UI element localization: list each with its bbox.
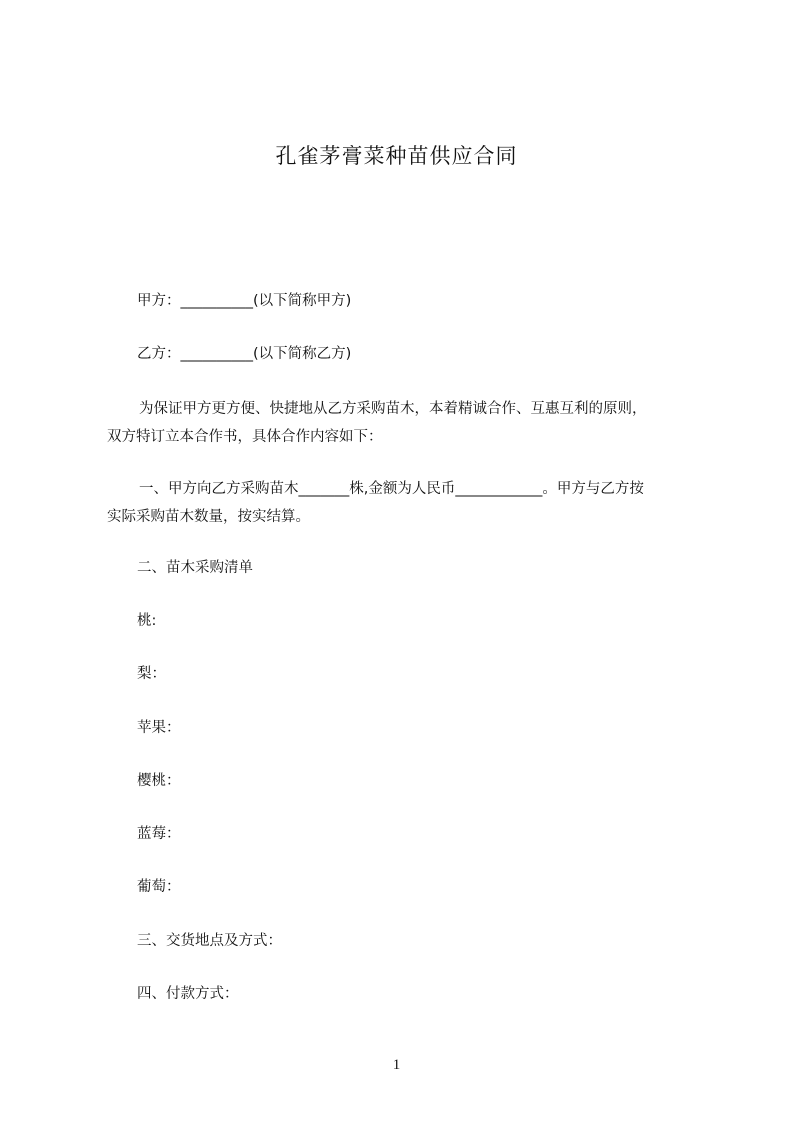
item-pear: 梨： [137,666,166,682]
intro-paragraph [107,395,707,451]
document-title: 孔雀茅膏菜种苗供应合同 [275,144,518,168]
clause-2-heading: 二、苗木采购清单 [137,560,253,576]
item-grape: 葡萄： [137,879,181,895]
intro-line-2: 双方特订立本合作书，具体合作内容如下： [107,429,383,445]
item-blueberry: 蓝莓： [137,826,181,842]
intro-line-1: 为保证甲方更方便、快捷地从乙方采购苗木，本着精诚合作、互惠互利的原则， [139,401,647,417]
clause-3-heading: 三、交货地点及方式： [137,933,282,949]
party-a-line: 甲方：__________(以下简称甲方) [137,293,352,309]
clause-1-line-2: 实际采购苗木数量，按实结算。 [107,509,310,525]
clause-4-heading: 四、付款方式： [137,986,239,1002]
clause-1-paragraph [107,475,707,531]
item-cherry: 樱桃： [137,773,181,789]
clause-1-line-1: 一、甲方向乙方采购苗木_______株,金额为人民币____________。甲方与乙方按 [139,481,644,497]
party-b-line: 乙方：__________(以下简称乙方) [137,346,352,362]
page-number: 1 [392,1057,401,1073]
item-apple: 苹果： [137,720,181,736]
item-peach: 桃: [137,613,157,629]
